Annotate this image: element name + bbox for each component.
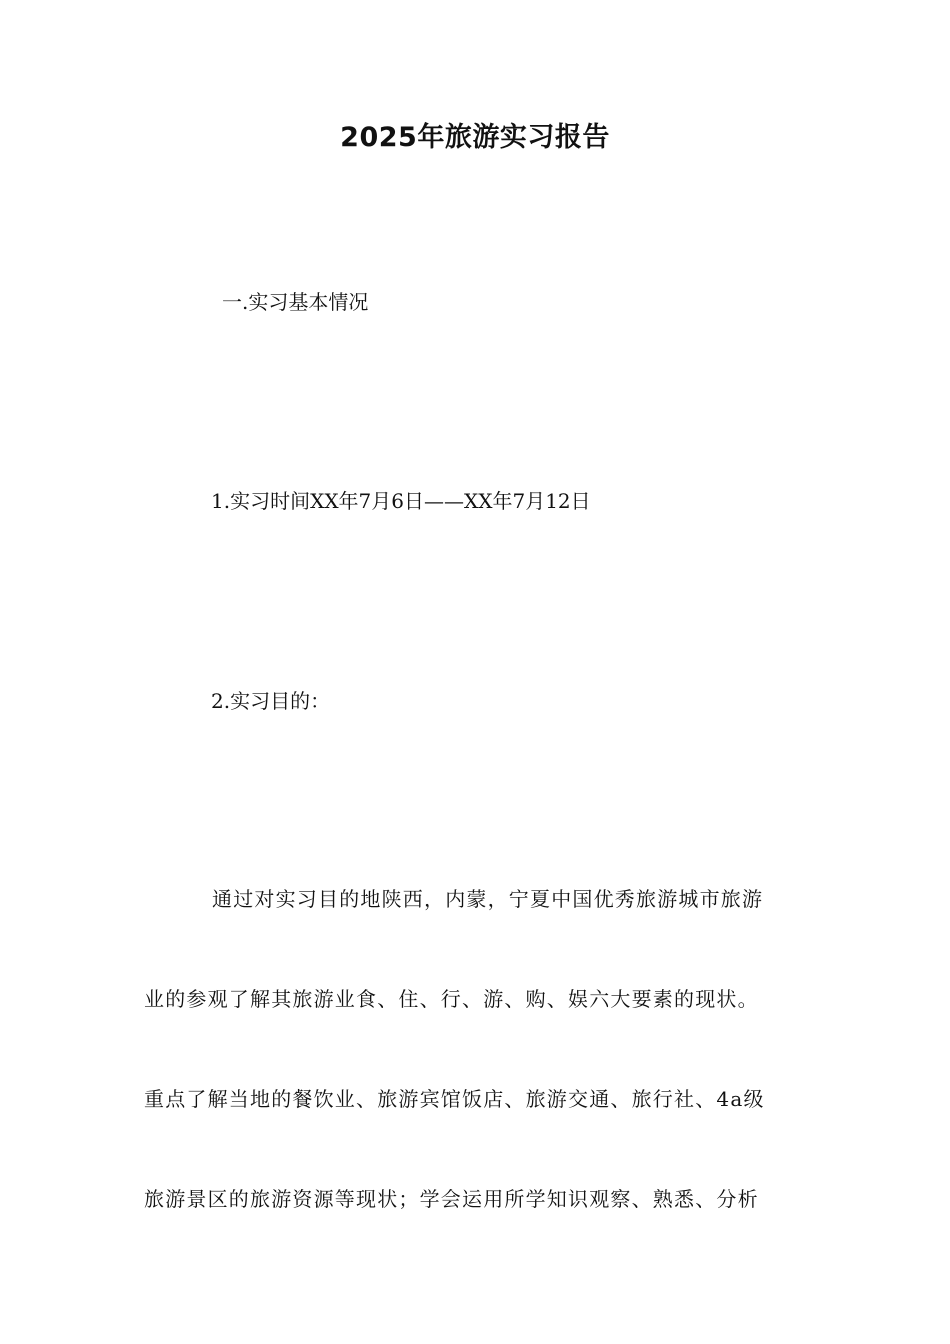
paragraph-line: 业的参观了解其旅游业食、住、行、游、购、娱六大要素的现状。 xyxy=(144,987,759,1011)
internship-purpose-item: 2.实习目的： xyxy=(211,689,331,713)
internship-time-item: 1.实习时间XX年7月6日——XX年7月12日 xyxy=(211,489,591,513)
paragraph-line: 旅游景区的旅游资源等现状；学会运用所学知识观察、熟悉、分析 xyxy=(144,1187,759,1211)
paragraph-line: 重点了解当地的餐饮业、旅游宾馆饭店、旅游交通、旅行社、4a级 xyxy=(144,1087,765,1111)
document-title: 2025年旅游实习报告 xyxy=(340,122,610,153)
paragraph-line: 通过对实习目的地陕西，内蒙，宁夏中国优秀旅游城市旅游 xyxy=(212,887,764,911)
section-heading: 一.实习基本情况 xyxy=(222,290,369,314)
